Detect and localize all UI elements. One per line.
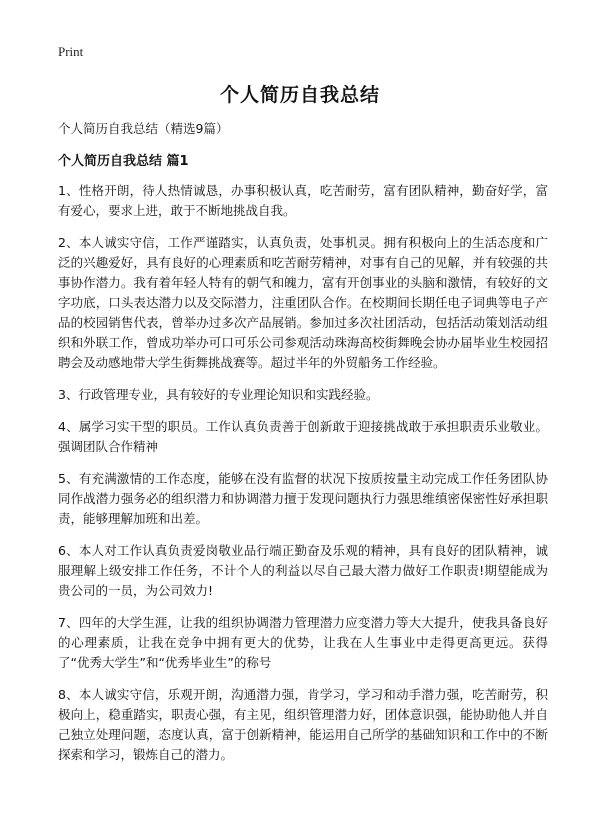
article-body (58, 181, 548, 777)
paragraph-1: 1、性格开朗，待人热情诚恳，办事积极认真，吃苦耐劳，富有团队精神，勤奋好学，富有爱心，要求上进，敢于不断地挑战自我。 (58, 183, 548, 218)
paragraph-7: 7、四年的大学生涯，让我的组织协调潜力管理潜力应变潜力等大大提升，使我具备良好的心理素质，让我在竞争中拥有更大的优势，让我在人生事业中走得更高更远。获得了“优秀大学生”和“优秀毕业生”的称号 (58, 615, 548, 670)
paragraph-2: 2、本人诚实守信，工作严谨踏实，认真负责，处事机灵。拥有积极向上的生活态度和广泛的兴趣爱好，具有良好的心理素质和吃苦耐劳精神，对事有自己的见解，并有较强的共事协作潜力。我有着年轻人特有的朝气和魄力，富有开创事业的头脑和激情，有较好的文字功底，口头表达潜力以及交际潜力，注重团队合作。在校期间长期任电子词典等电子产品的校园销售代表，曾举办过多次产品展销。参加过多次社团活动，包括活动策划活动组织和外联工作，曾成功举办可口可乐公司参观活动珠海高校街舞晚会协办届毕业生校园招聘会及动感地带大学生街舞挑战赛等。超过半年的外贸船务工作经验。 (58, 235, 548, 370)
paragraph-8: 8、本人诚实守信，乐观开朗，沟通潜力强，肯学习，学习和动手潜力强，吃苦耐劳，积极向上，稳重踏实，职责心强，有主见，组织管理潜力好，团体意识强，能协助他人并自己独立处理问题，态度认真，富于创新精神，能运用自己所学的基础知识和工作中的不断探索和学习，锻炼自己的潜力。 (58, 687, 548, 762)
section-heading: 个人简历自我总结 篇1 (58, 154, 189, 169)
paragraph-5: 5、有充满激情的工作态度，能够在没有监督的状况下按质按量主动完成工作任务团队协同作战潜力强务必的组织潜力和协调潜力擅于发现问题执行力强思维缜密保密性好承担职责，能够理解加班和出差。 (58, 471, 548, 526)
paragraph-4: 4、属学习实干型的职员。工作认真负责善于创新敢于迎接挑战敢于承担职责乐业敬业。强调团队合作精神 (58, 419, 548, 454)
paragraph-6: 6、本人对工作认真负责爱岗敬业品行端正勤奋及乐观的精神，具有良好的团队精神，诚服理解上级安排工作任务，不计个人的利益以尽自己最大潜力做好工作职责!期望能成为贵公司的一员，为公司效力! (58, 543, 548, 598)
page-subtitle: 个人简历自我总结（精选9篇） (58, 121, 229, 136)
print-label: Print (58, 44, 84, 59)
paragraph-3: 3、行政管理专业，具有较好的专业理论知识和实践经验。 (58, 387, 379, 402)
page-title: 个人简历自我总结 (219, 84, 380, 106)
